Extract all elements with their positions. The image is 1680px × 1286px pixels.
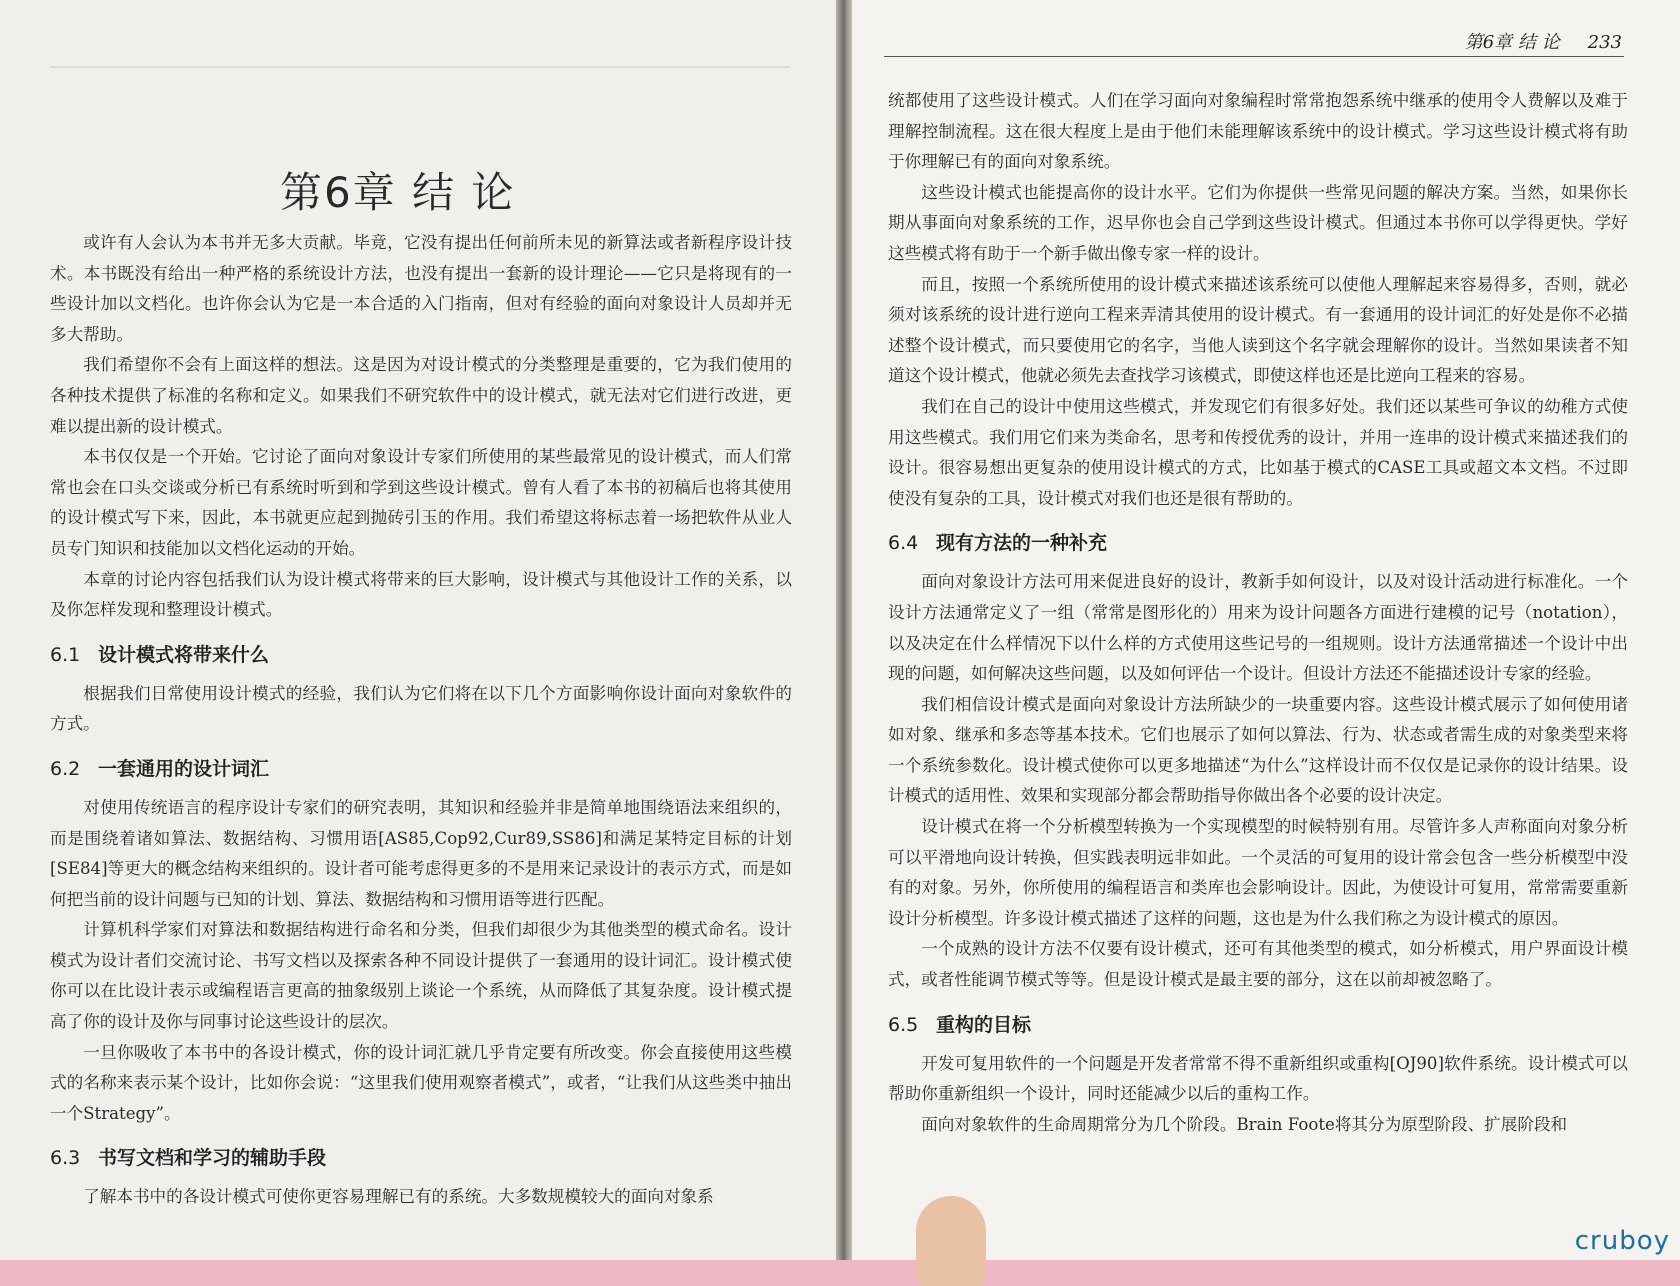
thumb-holding-page	[916, 1196, 986, 1286]
continuation-paragraph: 我们在自己的设计中使用这些模式，并发现它们有很多好处。我们还以某些可争议的幼稚方式使用这些模式。我们用它们来为类命名，思考和传授优秀的设计，并用一连串的设计模式来描述我们的设计。很容易想出更复杂的使用设计模式的方式，比如基于模式的CASE工具或超文本文档。不过即使没有复杂的工具，设计模式对我们也还是很有帮助的。	[888, 396, 1628, 508]
left-page	[0, 0, 840, 1260]
page-number: 233	[1587, 32, 1622, 53]
section-title: 一套通用的设计词汇	[98, 757, 270, 780]
section-heading-6-4	[888, 528, 1628, 555]
section-paragraph: 设计模式在将一个分析模型转换为一个实现模型的时候特别有用。尽管许多人声称面向对象分析可以平滑地向设计转换，但实践表明远非如此。一个灵活的可复用的设计常会包含一些分析模型中没有的对象。另外，你所使用的编程语言和类库也会影响设计。因此，为使设计可复用，常常需要重新设计分析模型。许多设计模式描述了这样的问题，这也是为什么我们称之为设计模式的原因。	[888, 817, 1628, 928]
section-paragraph: 计算机科学家们对算法和数据结构进行命名和分类，但我们却很少为其他类型的模式命名。设计模式为设计者们交流讨论、书写文档以及探索各种不同设计提供了一套通用的设计词汇。设计模式使你可以在比设计表示或编程语言更高的抽象级别上谈论一个系统，从而降低了其复杂度。设计模式提高了你的设计及你与同事讨论这些设计的层次。	[50, 920, 792, 1032]
section-number: 6.5	[888, 1013, 919, 1036]
section-paragraph: 了解本书中的各设计模式可使你更容易理解已有的系统。大多数规模较大的面向对象系	[83, 1187, 714, 1207]
right-page	[852, 0, 1680, 1260]
section-title: 书写文档和学习的辅助手段	[98, 1147, 327, 1170]
section-number: 6.3	[50, 1147, 81, 1170]
intro-paragraph: 本章的讨论内容包括我们认为设计模式将带来的巨大影响，设计模式与其他设计工作的关系，以及你怎样发现和整理设计模式。	[50, 569, 792, 620]
intro-paragraph: 或许有人会认为本书并无多大贡献。毕竟，它没有提出任何前所未见的新算法或者新程序设计技术。本书既没有给出一种严格的系统设计方法，也没有提出一套新的设计理论——它只是将现有的一些设计加以文档化。也许你会认为它是一本合适的入门指南，但对有经验的面向对象设计人员却并无多大帮助。	[50, 233, 792, 344]
section-number: 6.2	[50, 757, 81, 780]
running-head	[1465, 28, 1622, 54]
running-head-rule	[884, 56, 1624, 57]
running-head-title: 第6章 结 论	[1464, 32, 1560, 53]
section-paragraph: 面向对象设计方法可用来促进良好的设计，教新手如何设计，以及对设计活动进行标准化。一个设计方法通常定义了一组（常常是图形化的）用来为设计问题各方面进行建模的记号（notation），以及决定在什么样情况下以什么样的方式使用这些记号的一组规则。设计方法通常描述一个设计中出现的问题，如何解决这些问题，以及如何评估一个设计。但设计方法还不能描述设计专家的经验。	[888, 572, 1628, 684]
continuation-paragraph: 而且，按照一个系统所使用的设计模式来描述该系统可以使他人理解起来容易得多，否则，就必须对该系统的设计进行逆向工程来弄清其使用的设计模式。有一套通用的设计词汇的好处是你不必描述整个设计模式，而只要使用它的名字，当他人读到这个名字就会理解你的设计。当然如果读者不知道这个设计模式，他就必须先去查找学习该模式，即使这样也还是比逆向工程来的容易。	[888, 274, 1628, 386]
section-paragraph: 对使用传统语言的程序设计专家们的研究表明，其知识和经验并非是简单地围绕语法来组织的，而是围绕着诸如算法、数据结构、习惯用语[AS85,Cop92,Cur89,SS86]和满足某特定目标的计划[SE84]等更大的概念结构来组织的。设计者可能考虑得更多的不是用来记录设计的表示方式，而是如何把当前的设计问题与已知的计划、算法、数据结构和习惯用语等进行匹配。	[50, 797, 792, 909]
section-paragraph: 面向对象软件的生命周期常分为几个阶段。Brain Foote将其分为原型阶段、扩展阶段和	[921, 1114, 1568, 1134]
section-title: 现有方法的一种补充	[936, 532, 1108, 555]
continuation-paragraph: 统都使用了这些设计模式。人们在学习面向对象编程时常常抱怨系统中继承的使用令人费解以及难于理解控制流程。这在很大程度上是由于他们未能理解该系统中的设计模式。学习这些设计模式将有助于你理解已有的面向对象系统。	[888, 91, 1628, 172]
section-heading-6-5	[888, 1010, 1628, 1037]
section-paragraph: 根据我们日常使用设计模式的经验，我们认为它们将在以下几个方面影响你设计面向对象软件的方式。	[50, 683, 792, 734]
section-heading-6-3	[50, 1143, 792, 1170]
section-heading-6-1	[50, 640, 792, 667]
section-paragraph: 开发可复用软件的一个问题是开发者常常不得不重新组织或重构[OJ90]软件系统。设计模式可以帮助你重新组织一个设计，同时还能减少以后的重构工作。	[888, 1053, 1628, 1104]
intro-paragraph: 本书仅仅是一个开始。它讨论了面向对象设计专家们所使用的某些最常见的设计模式，而人们常常也会在口头交谈或分析已有系统时听到和学到这些设计模式。曾有人看了本书的初稿后也将其使用的设计模式写下来，因此，本书就更应起到抛砖引玉的作用。我们希望这将标志着一场把软件从业人员专门知识和技能加以文档化运动的开始。	[50, 447, 792, 558]
previous-page-bleed-through	[50, 48, 790, 68]
intro-paragraph: 我们希望你不会有上面这样的想法。这是因为对设计模式的分类整理是重要的，它为我们使用的各种技术提供了标准的名称和定义。如果我们不研究软件中的设计模式，就无法对它们进行改进，更难以提出新的设计模式。	[50, 355, 792, 436]
section-title: 重构的目标	[936, 1013, 1032, 1036]
section-heading-6-2	[50, 754, 792, 781]
section-number: 6.1	[50, 643, 81, 666]
chapter-title: 第6章 结 论	[280, 168, 516, 217]
section-paragraph: 一个成熟的设计方法不仅要有设计模式，还可有其他类型的模式，如分析模式，用户界面设计模式，或者性能调节模式等等。但是设计模式是最主要的部分，这在以前却被忽略了。	[888, 939, 1628, 990]
section-number: 6.4	[888, 532, 919, 555]
continuation-paragraph: 这些设计模式也能提高你的设计水平。它们为你提供一些常见问题的解决方案。当然，如果你长期从事面向对象系统的工作，迟早你也会自己学到这些设计模式。但通过本书你可以学得更快。学好这些模式将有助于一个新手做出像专家一样的设计。	[888, 182, 1628, 263]
watermark: cruboy	[1574, 1226, 1670, 1256]
section-title: 设计模式将带来什么	[98, 643, 270, 666]
section-paragraph: 一旦你吸收了本书中的各设计模式，你的设计词汇就几乎肯定要有所改变。你会直接使用这些模式的名称来表示某个设计，比如你会说：“这里我们使用观察者模式”，或者，“让我们从这些类中抽出一个Strategy”。	[50, 1042, 792, 1123]
section-paragraph: 我们相信设计模式是面向对象设计方法所缺少的一块重要内容。这些设计模式展示了如何使用诸如对象、继承和多态等基本技术。它们也展示了如何以算法、行为、状态或者需生成的对象类型来将一个系统参数化。设计模式使你可以更多地描述“为什么”这样设计而不仅仅是记录你的设计结果。设计模式的适用性、效果和实现部分都会帮助指导你做出各个必要的设计决定。	[888, 694, 1628, 806]
